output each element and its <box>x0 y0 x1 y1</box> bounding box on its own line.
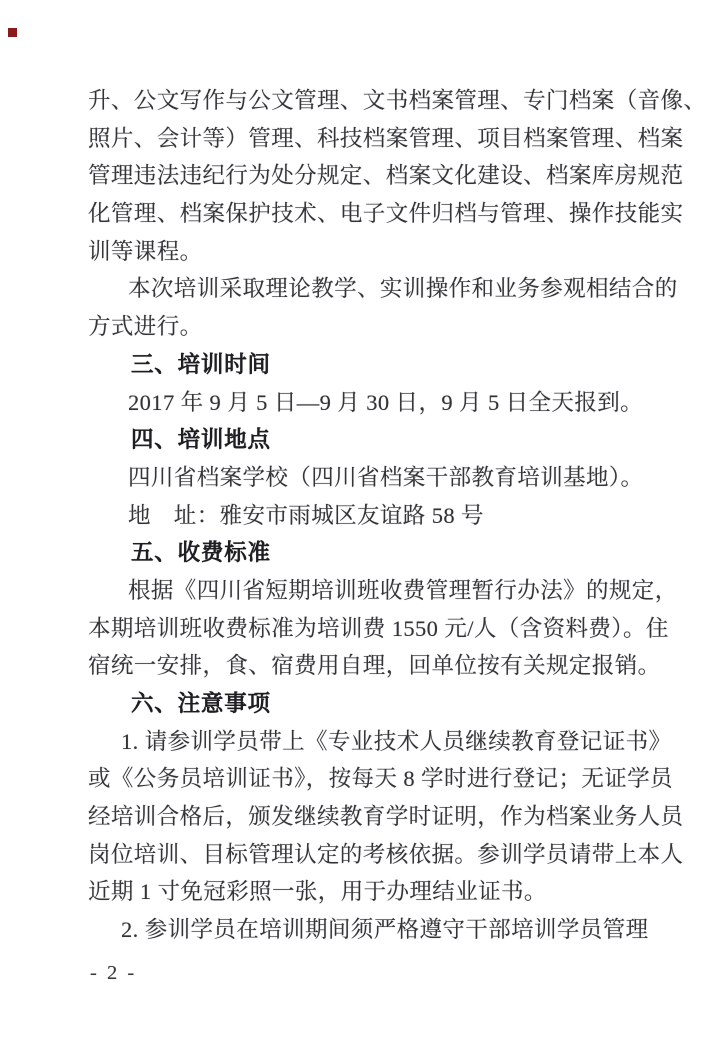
doc-line: 本期培训班收费标准为培训费 1550 元/人（含资料费）。住 <box>88 615 669 641</box>
doc-line: 经培训合格后，颁发继续教育学时证明，作为档案业务人员 <box>88 804 684 830</box>
doc-line: 化管理、档案保护技术、电子文件归档与管理、操作技能实 <box>88 201 684 227</box>
doc-line-address: 地 址：雅安市雨城区友谊路 58 号 <box>128 502 484 528</box>
doc-line: 照片、会计等）管理、科技档案管理、项目档案管理、档案 <box>88 125 684 151</box>
doc-line-note-1: 1. 请参训学员带上《专业技术人员继续教育登记证书》 <box>121 728 672 754</box>
section-heading-training-location: 四、培训地点 <box>131 427 271 453</box>
doc-line: 升、公文写作与公文管理、文书档案管理、专门档案（音像、 <box>88 88 707 113</box>
doc-line: 宿统一安排，食、宿费用自理，回单位按有关规定报销。 <box>88 653 661 679</box>
doc-line-note-2: 2. 参训学员在培训期间须严格遵守干部培训学员管理 <box>121 917 649 943</box>
doc-line: 本次培训采取理论教学、实训操作和业务参观相结合的 <box>128 276 678 302</box>
doc-line: 四川省档案学校（四川省档案干部教育培训基地）。 <box>128 464 644 490</box>
page-number: - 2 - <box>90 962 137 984</box>
section-heading-fee-standard: 五、收费标准 <box>131 540 271 566</box>
doc-line: 或《公务员培训证书》，按每天 8 学时进行登记；无证学员 <box>88 766 673 792</box>
doc-line: 方式进行。 <box>88 314 203 340</box>
scan-artifact-mark <box>8 28 17 37</box>
section-heading-notes: 六、注意事项 <box>131 691 271 716</box>
doc-line: 根据《四川省短期培训班收费管理暂行办法》的规定， <box>128 577 678 603</box>
doc-line: 管理违法违纪行为处分规定、档案文化建设、档案库房规范 <box>88 163 684 189</box>
doc-line: 岗位培训、目标管理认定的考核依据。参训学员请带上本人 <box>88 841 684 867</box>
document-body <box>88 82 707 949</box>
doc-line: 2017 年 9 月 5 日—9 月 30 日，9 月 5 日全天报到。 <box>128 389 644 415</box>
doc-line: 训等课程。 <box>88 238 203 264</box>
doc-line: 近期 1 寸免冠彩照一张，用于办理结业证书。 <box>88 879 547 905</box>
section-heading-training-time: 三、培训时间 <box>131 351 271 377</box>
